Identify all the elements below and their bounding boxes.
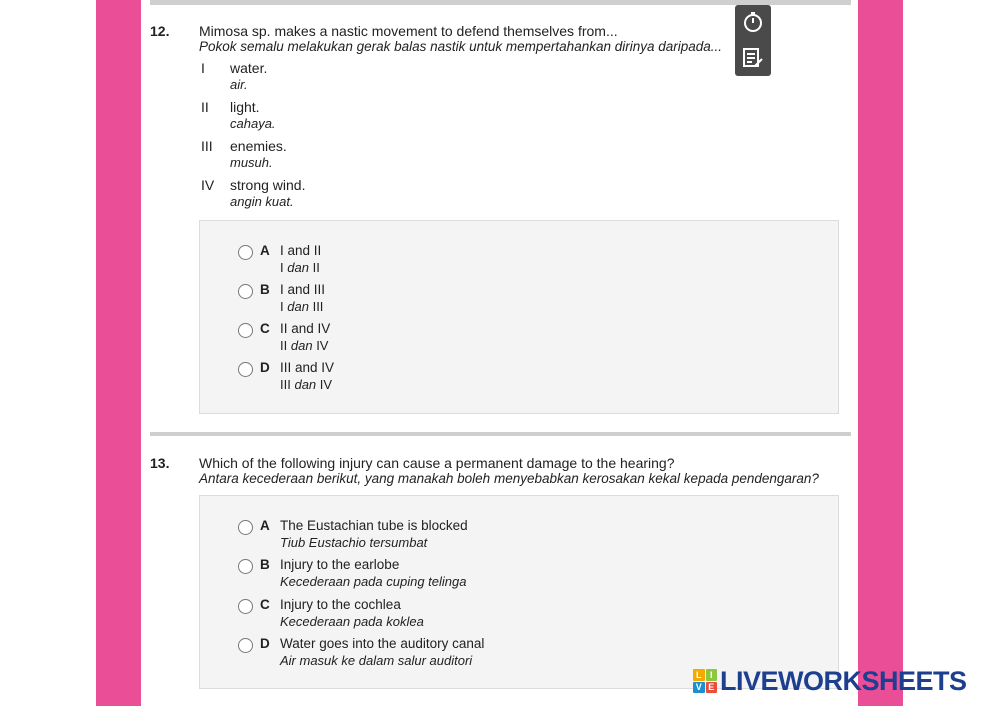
worksheet-edit-icon [741, 46, 765, 70]
option-ms-dan: dan [287, 260, 309, 275]
option-letter: C [260, 321, 270, 336]
question-divider [150, 432, 851, 436]
question-text-en: Mimosa sp. makes a nastic movement to defend themselves from... [199, 23, 618, 39]
option-text-en: Injury to the cochlea [280, 597, 401, 612]
option-ms-dan: dan [287, 299, 309, 314]
statement-ms: cahaya. [230, 116, 276, 131]
option-text-ms: Tiub Eustachio tersumbat [280, 535, 428, 550]
left-margin [0, 0, 96, 706]
option-b[interactable] [238, 282, 438, 316]
option-text-en: Water goes into the auditory canal [280, 636, 485, 651]
option-ms-part: III [280, 377, 291, 392]
statement-roman: II [201, 99, 209, 115]
option-d[interactable] [238, 636, 558, 670]
option-ms-part: IV [316, 338, 329, 353]
option-c[interactable] [238, 597, 558, 631]
statement-en: enemies. [230, 138, 287, 154]
option-ms-part: II [312, 260, 320, 275]
statement-ms: air. [230, 77, 248, 92]
option-letter: D [260, 360, 270, 375]
option-text-ms: Air masuk ke dalam salur auditori [280, 653, 473, 668]
radio-button[interactable] [238, 284, 253, 299]
option-text-ms [280, 338, 328, 353]
radio-button[interactable] [238, 362, 253, 377]
option-text-en: The Eustachian tube is blocked [280, 518, 468, 533]
statement-roman: III [201, 138, 213, 154]
question-text-ms: Pokok semalu melakukan gerak balas nastik untuk mempertahankan dirinya daripada... [199, 39, 723, 54]
logo-grid-letter: L [693, 669, 705, 681]
option-text-ms [280, 299, 323, 314]
option-text-en: II and IV [280, 321, 331, 336]
statement-roman: I [201, 60, 205, 76]
option-letter: C [260, 597, 270, 612]
logo-grid-letter: I [706, 669, 718, 681]
question-text-ms: Antara kecederaan berikut, yang manakah boleh menyebabkan kerosakan kekal kepada pendengaran? [199, 471, 819, 486]
option-text-en: III and IV [280, 360, 335, 375]
option-text-ms [280, 260, 320, 275]
statement-ms: musuh. [230, 155, 273, 170]
option-c[interactable] [238, 321, 438, 355]
option-letter: A [260, 243, 270, 258]
option-ms-part: II [280, 338, 288, 353]
option-ms-part: III [312, 299, 324, 314]
logo-grid-icon [693, 669, 717, 693]
option-text-en: I and III [280, 282, 326, 297]
radio-button[interactable] [238, 599, 253, 614]
option-text-ms: Kecederaan pada koklea [280, 614, 424, 629]
logo-grid-letter: E [706, 682, 718, 694]
worksheet-button[interactable] [739, 44, 767, 72]
question-text-en: Which of the following injury can cause a permanent damage to the hearing? [199, 455, 675, 471]
option-text-en: Injury to the earlobe [280, 557, 400, 572]
tool-panel [735, 5, 771, 76]
liveworksheets-logo [693, 666, 967, 696]
left-pink-border [96, 0, 141, 706]
question-number: 13. [150, 455, 170, 471]
logo-grid-letter: V [693, 682, 705, 694]
radio-button[interactable] [238, 559, 253, 574]
statement-en: light. [230, 99, 260, 115]
option-ms-dan: dan [294, 377, 317, 392]
radio-button[interactable] [238, 323, 253, 338]
option-letter: A [260, 518, 270, 533]
option-d[interactable] [238, 360, 438, 394]
option-text-en: I and II [280, 243, 322, 258]
option-text-ms: Kecederaan pada cuping telinga [280, 574, 467, 589]
logo-text: LIVEWORKSHEETS [720, 665, 967, 696]
option-ms-part: IV [319, 377, 333, 392]
right-pink-border [858, 0, 903, 706]
radio-button[interactable] [238, 520, 253, 535]
stopwatch-icon [741, 10, 765, 34]
statement-en: water. [230, 60, 268, 76]
statement-en: strong wind. [230, 177, 306, 193]
option-ms-dan: dan [290, 338, 313, 353]
question-number: 12. [150, 23, 170, 39]
option-letter: D [260, 636, 270, 651]
statement-roman: IV [201, 177, 215, 193]
option-a[interactable] [238, 518, 558, 552]
timer-button[interactable] [739, 8, 767, 36]
statement-ms: angin kuat. [230, 194, 294, 209]
radio-button[interactable] [238, 638, 253, 653]
option-ms-part: I [280, 260, 284, 275]
option-letter: B [260, 557, 270, 572]
option-b[interactable] [238, 557, 558, 591]
option-letter: B [260, 282, 270, 297]
radio-button[interactable] [238, 245, 253, 260]
option-a[interactable] [238, 243, 438, 277]
option-text-ms [280, 377, 332, 392]
option-ms-part: I [280, 299, 284, 314]
